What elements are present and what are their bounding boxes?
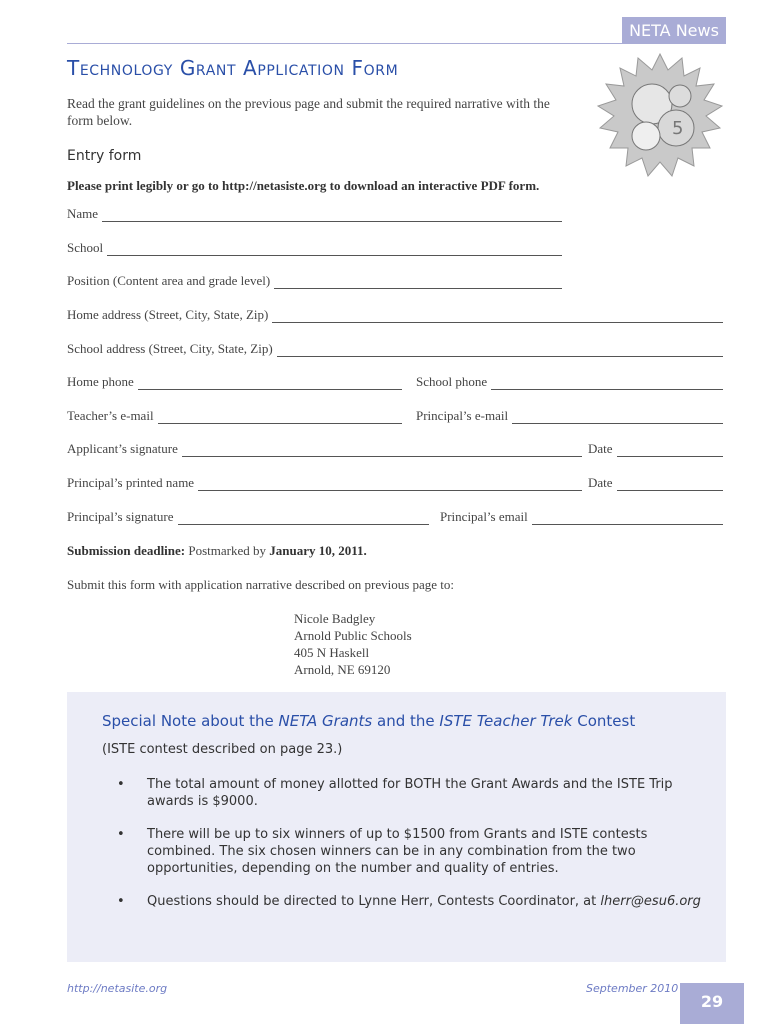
note-title-neta-grants: NETA Grants — [278, 712, 373, 730]
applicant-signature-line[interactable] — [182, 444, 582, 457]
principal-signature-line[interactable] — [178, 512, 429, 525]
bullet-text-wrap — [147, 893, 701, 910]
applicant-signature-field[interactable] — [67, 441, 582, 457]
principal-name-field[interactable] — [67, 475, 582, 491]
bullet-icon: • — [117, 777, 125, 792]
school-phone-label: School phone — [416, 374, 488, 389]
note-title-part: Contest — [572, 712, 636, 730]
contact-email-link[interactable]: lherr@esu6.org — [600, 894, 701, 909]
school-address-label: School address (Street, City, State, Zip) — [67, 341, 273, 356]
date-line-1[interactable] — [617, 444, 723, 457]
school-address-field[interactable] — [67, 341, 723, 357]
principal-email2-line[interactable] — [532, 512, 723, 525]
print-note: Please print legibly or go to http://netasiste.org to download an interactive PDF form. — [67, 178, 540, 193]
name-field[interactable] — [67, 206, 562, 222]
school-address-line[interactable] — [277, 344, 723, 357]
principal-name-line[interactable] — [198, 478, 582, 491]
position-label: Position (Content area and grade level) — [67, 273, 271, 288]
address-line: 405 N Haskell — [294, 645, 370, 660]
school-line[interactable] — [107, 243, 562, 256]
address-line: Nicole Badgley — [294, 611, 376, 626]
applicant-signature-label: Applicant’s signature — [67, 441, 178, 456]
home-address-field[interactable] — [67, 307, 723, 323]
position-line[interactable] — [274, 276, 562, 289]
coins-seal-icon — [592, 52, 728, 188]
position-field[interactable] — [67, 273, 562, 289]
home-phone-line[interactable] — [138, 377, 402, 390]
bullet-text: Questions should be directed to Lynne Herr, Contests Coordinator, at — [147, 894, 601, 909]
deadline-label: Submission deadline: — [67, 543, 186, 558]
date-label-2: Date — [588, 475, 613, 490]
home-address-label: Home address (Street, City, State, Zip) — [67, 307, 269, 322]
principal-signature-field[interactable] — [67, 509, 429, 525]
principal-email2-label: Principal’s email — [440, 509, 528, 524]
list-item — [117, 893, 707, 910]
list-item — [117, 826, 707, 877]
special-note-title — [102, 712, 635, 730]
bullet-text: The total amount of money allotted for BOTH the Grant Awards and the ISTE Trip awards is $9000. — [147, 777, 673, 809]
principal-email-field[interactable] — [416, 408, 723, 424]
teacher-email-field[interactable] — [67, 408, 402, 424]
home-address-line[interactable] — [272, 310, 723, 323]
principal-email-line[interactable] — [512, 411, 723, 424]
address-line: Arnold Public Schools — [294, 628, 412, 643]
teacher-email-label: Teacher’s e-mail — [67, 408, 154, 423]
footer-date: September 2010 — [586, 982, 679, 995]
list-item — [117, 776, 707, 810]
section-tab: NETA News — [622, 17, 726, 44]
teacher-email-line[interactable] — [158, 411, 402, 424]
school-phone-line[interactable] — [491, 377, 723, 390]
principal-email-label: Principal’s e-mail — [416, 408, 509, 423]
bullet-icon: • — [117, 894, 125, 909]
principal-email2-field[interactable] — [440, 509, 723, 525]
intro-text: Read the grant guidelines on the previous page and submit the required narrative with the form below. — [67, 96, 550, 128]
deadline-date: January 10, 2011. — [269, 543, 367, 558]
special-note-box — [67, 692, 726, 962]
home-phone-label: Home phone — [67, 374, 134, 389]
date-field-1[interactable] — [588, 441, 723, 457]
deadline-middle: Postmarked by — [185, 543, 270, 558]
name-line[interactable] — [102, 209, 562, 222]
date-line-2[interactable] — [617, 478, 723, 491]
note-title-part: and the — [372, 712, 440, 730]
name-label: Name — [67, 206, 99, 221]
principal-name-label: Principal’s printed name — [67, 475, 195, 490]
page-title: Technology Grant Application Form — [67, 56, 399, 80]
submit-instructions: Submit this form with application narrative described on previous page to: — [67, 577, 455, 592]
school-phone-field[interactable] — [416, 374, 723, 390]
date-field-2[interactable] — [588, 475, 723, 491]
address-line: Arnold, NE 69120 — [294, 662, 391, 677]
home-phone-field[interactable] — [67, 374, 402, 390]
special-note-subtitle: (ISTE contest described on page 23.) — [102, 742, 343, 757]
svg-text:5: 5 — [672, 118, 684, 139]
note-title-iste-trek: ISTE Teacher Trek — [439, 712, 573, 730]
submission-deadline — [67, 543, 367, 559]
bullet-icon: • — [117, 827, 125, 842]
principal-signature-label: Principal’s signature — [67, 509, 174, 524]
footer-url[interactable]: http://netasite.org — [67, 982, 168, 995]
school-field[interactable] — [67, 240, 562, 256]
entry-heading: Entry form — [67, 148, 142, 164]
bullet-text: There will be up to six winners of up to $1500 from Grants and ISTE contests combined. The six chosen winners can be in any combination from the two opportunities, depending on the number and quality of entries. — [147, 827, 648, 876]
note-title-part: Special Note about the — [102, 712, 279, 730]
note-bullets — [117, 776, 707, 926]
school-label: School — [67, 240, 104, 255]
mailing-address — [294, 610, 412, 678]
date-label-1: Date — [588, 441, 613, 456]
page-number: 29 — [680, 983, 744, 1024]
